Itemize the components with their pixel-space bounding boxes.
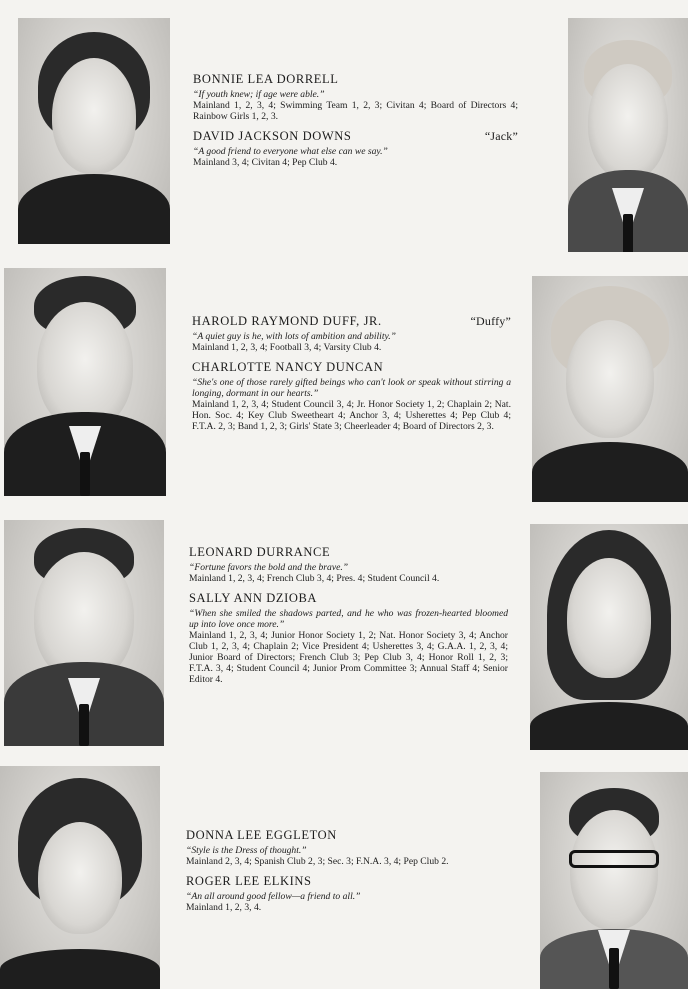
student-quote: “A quiet guy is he, with lots of ambition and ability.” xyxy=(192,331,396,342)
student-activities: Mainland 1, 2, 3, 4; Student Council 3, 4; Jr. Honor Society 1, 2; Chaplain 2; Nat. Hon. Soc. 4; Key Club Sweetheart 4; Anchor 3, 4; Usherettes 4; Pep Club 4; F.T.A. 2, 3; Band 1, 2, 3; Girls' State 3; Cheerleader 4; Board of Directors 2, 3. xyxy=(192,399,511,432)
student-name: ROGER LEE ELKINS xyxy=(186,874,312,888)
entry-block-4 xyxy=(186,828,505,920)
student-name: HAROLD RAYMOND DUFF, JR. “Duffy” xyxy=(192,314,511,328)
student-activities: Mainland 1, 2, 3, 4. xyxy=(186,902,262,913)
student-quote: “Fortune favors the bold and the brave.” xyxy=(189,562,349,573)
photo-bonnie-dorrell xyxy=(18,18,170,244)
photo-leonard-durrance xyxy=(4,520,164,746)
student-activities: Mainland 2, 3, 4; Spanish Club 2, 3; Sec. 3; F.N.A. 3, 4; Pep Club 2. xyxy=(186,856,449,867)
student-quote: “A good friend to everyone what else can we say.” xyxy=(193,146,388,157)
student-quote: “Style is the Dress of thought.” xyxy=(186,845,307,856)
photo-sally-dzioba xyxy=(530,524,688,750)
student-activities: Mainland 1, 2, 3, 4; Swimming Team 1, 2, 3; Civitan 4; Board of Directors 4; Rainbow Girls 1, 2, 3. xyxy=(193,100,518,122)
student-quote: “When she smiled the shadows parted, and he who was frozen-hearted bloomed up into love once more.” xyxy=(189,608,508,630)
photo-donna-eggleton xyxy=(0,766,160,989)
photo-harold-duff xyxy=(4,268,166,496)
student-name: LEONARD DURRANCE xyxy=(189,545,331,559)
entry-block-1 xyxy=(193,72,518,175)
student-name: CHARLOTTE NANCY DUNCAN xyxy=(192,360,384,374)
photo-roger-elkins xyxy=(540,772,688,989)
student-name: DONNA LEE EGGLETON xyxy=(186,828,337,842)
student-activities: Mainland 1, 2, 3, 4; Football 3, 4; Varsity Club 4. xyxy=(192,342,382,353)
student-quote: “An all around good fellow—a friend to all.” xyxy=(186,891,361,902)
student-quote: “If youth knew; if age were able.” xyxy=(193,89,325,100)
photo-charlotte-duncan xyxy=(532,276,688,502)
entry-block-2 xyxy=(192,314,511,439)
student-activities: Mainland 1, 2, 3, 4; Junior Honor Society 1, 2; Nat. Honor Society 3, 4; Anchor Club 1, 2, 3, 4; Chaplain 2; Vice President 4; Usherettes 3, 4; G.A.A. 1, 2, 3, 4; Junior Board of Directors; French Club 3; Pep Club 3, 4; Honor Roll 1, 2, 3; F.T.A. 3, 4; Student Council 4; Junior Prom Committee 3; Annual Staff 4; Senior Editor 4. xyxy=(189,630,508,685)
student-activities: Mainland 3, 4; Civitan 4; Pep Club 4. xyxy=(193,157,338,168)
student-quote: “She's one of those rarely gifted beings who can't look or speak without stirring a longing, dormant in our hearts.” xyxy=(192,377,511,399)
student-name: SALLY ANN DZIOBA xyxy=(189,591,318,605)
entry-block-3 xyxy=(189,545,508,692)
student-name: BONNIE LEA DORRELL xyxy=(193,72,339,86)
student-name: DAVID JACKSON DOWNS “Jack” xyxy=(193,129,518,143)
student-activities: Mainland 1, 2, 3, 4; French Club 3, 4; Pres. 4; Student Council 4. xyxy=(189,573,440,584)
photo-david-downs xyxy=(568,18,688,252)
